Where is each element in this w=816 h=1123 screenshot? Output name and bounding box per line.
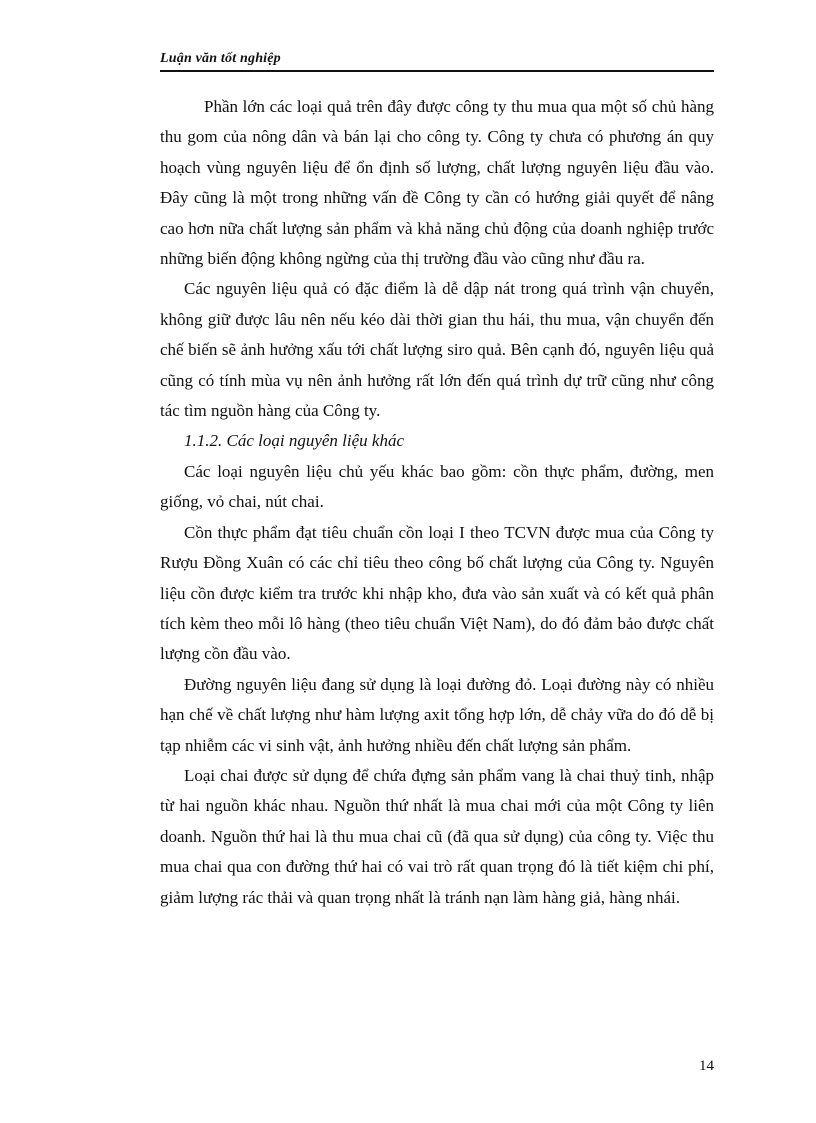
page-number: 14 bbox=[699, 1058, 714, 1074]
paragraph-alcohol: Cồn thực phẩm đạt tiêu chuẩn cồn loại I theo TCVN được mua của Công ty Rượu Đồng Xuân có các chỉ tiêu theo công bố chất lượng của Công ty. Nguyên liệu cồn được kiểm tra trước khi nhập kho, đưa vào sản xuất và có kết quả phân tích kèm theo mỗi lô hàng (theo tiêu chuẩn Việt Nam), do đó đảm bảo được chất lượng cồn đầu vào. bbox=[160, 522, 714, 664]
section-heading-other-materials: 1.1.2. Các loại nguyên liệu khác bbox=[184, 431, 405, 451]
header-title: Luận văn tốt nghiệp bbox=[160, 51, 281, 66]
paragraph-bottles: Loại chai được sử dụng để chứa đựng sản phẩm vang là chai thuỷ tinh, nhập từ hai nguồn khác nhau. Nguồn thứ nhất là mua chai mới của một Công ty liên doanh. Nguồn thứ hai là thu mua chai cũ (đã qua sử dụng) của công ty. Việc thu mua chai qua con đường thứ hai có vai trò rất quan trọng đó là tiết kiệm chi phí, giảm lượng rác thải và quan trọng nhất là tránh nạn làm hàng giả, hàng nhái. bbox=[160, 765, 714, 907]
page-header bbox=[160, 48, 714, 72]
paragraph-sugar: Đường nguyên liệu đang sử dụng là loại đường đỏ. Loại đường này có nhiều hạn chế về chất lượng như hàm lượng axit tổng hợp lớn, dễ chảy vữa do đó dễ bị tạp nhiễm các vi sinh vật, ảnh hưởng nhiều đến chất lượng sản phẩm. bbox=[160, 674, 714, 755]
paragraph-other-materials: Các loại nguyên liệu chủ yếu khác bao gồm: cồn thực phẩm, đường, men giống, vỏ chai, nút chai. bbox=[160, 461, 714, 512]
paragraph-fruit-characteristics: Các nguyên liệu quả có đặc điểm là dễ dập nát trong quá trình vận chuyển, không giữ được lâu nên nếu kéo dài thời gian thu hái, thu mua, vận chuyển đến chế biến sẽ ảnh hưởng xấu tới chất lượng siro quả. Bên cạnh đó, nguyên liệu quả cũng có tính mùa vụ nên ảnh hưởng rất lớn đến quá trình dự trữ cũng như công tác tìm nguồn hàng của Công ty. bbox=[160, 279, 714, 421]
document-body bbox=[160, 92, 714, 913]
paragraph-fruit-sourcing: Phần lớn các loại quả trên đây được công ty thu mua qua một số chủ hàng thu gom của nông dân và bán lại cho công ty. Công ty chưa có phương án quy hoạch vùng nguyên liệu để ổn định số lượng, chất lượng nguyên liệu đầu vào. Đây cũng là một trong những vấn đề Công ty cần có hướng giải quyết để nâng cao hơn nữa chất lượng sản phẩm và khả năng chủ động của doanh nghiệp trước những biến động không ngừng của thị trường đầu vào cũng như đầu ra. bbox=[160, 97, 714, 269]
